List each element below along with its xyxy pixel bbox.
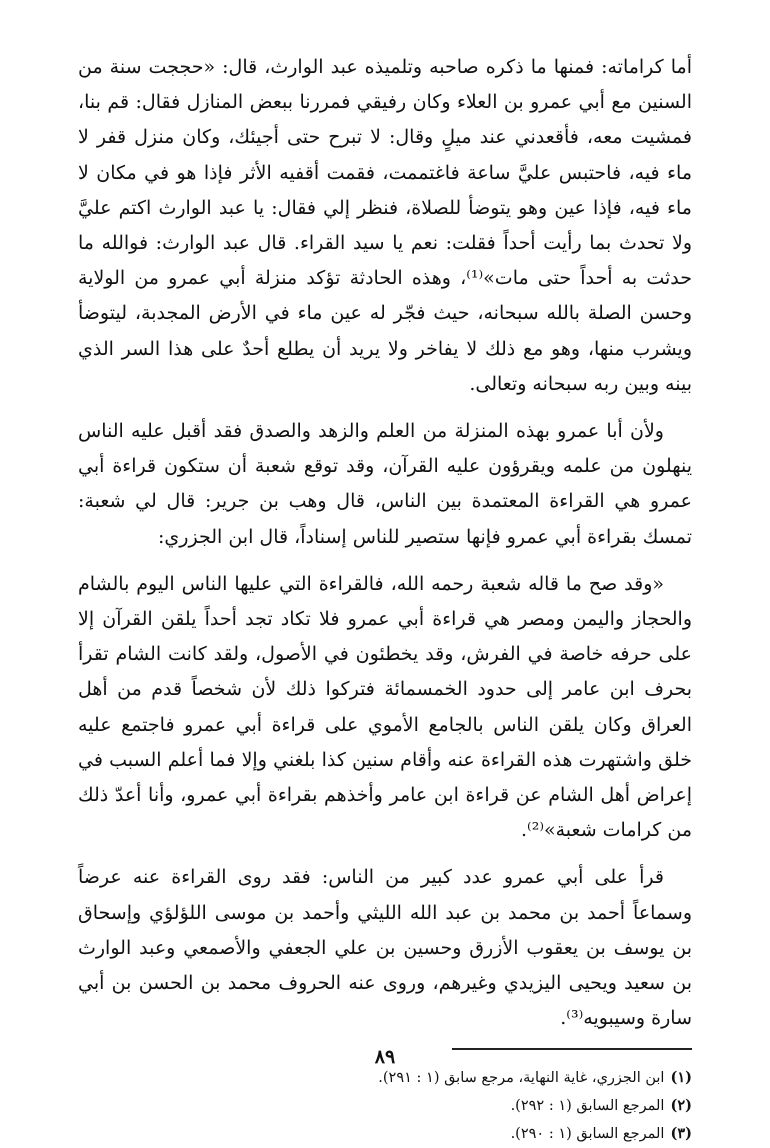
footnote-text: المرجع السابق (١ : ٢٩٠). [510, 1126, 665, 1143]
footnote-item [78, 1064, 692, 1092]
paragraph-karamat: أما كراماته: فمنها ما ذكره صاحبه وتلميذه عبد الوارث، قال: «حججت سنة من السنين مع أبي عمرو بن العلاء وكان رفيقي فمررنا ببعض المنازل فقال: قم بنا، فمشيت معه، فأقعدني عند ميلٍ وقال: لا تبرح حتى أجيئك، وكان منزل قفر لا ماء فيه، فاحتبس عليَّ ساعة فاغتممت، فقمت أقفيه الأثر فإذا هو في مكان لا ماء فيه، فإذا عين وهو يتوضأ للصلاة، فنظر إلي فقال: يا عبد الوارث اكتم عليَّ ولا تحدث بما رأيت أحداً فقلت: نعم يا سيد القراء. قال عبد الوارث: فوالله ما حدثت به أحداً حتى مات»⁽¹⁾، وهذه الحادثة تؤكد منزلة أبي عمرو من الولاية وحسن الصلة بالله سبحانه، حيث فجّر له عين ماء في الأرض المجدبة، ليتوضأ ويشرب منها، وهو مع ذلك لا يفاخر ولا يريد أن يطلع أحدٌ على هذا السر الذي بينه وبين ربه سبحانه وتعالى. [78, 56, 692, 395]
footnote-text: المرجع السابق (١ : ٢٩٢). [510, 1098, 665, 1115]
footnote-item [78, 1092, 692, 1120]
paragraph-ibn-aljazari-quote: «وقد صح ما قاله شعبة رحمه الله، فالقراءة التي عليها الناس اليوم بالشام والحجاز واليمن ومصر هي قراءة أبي عمرو فلا تكاد تجد أحداً يلقن القرآن إلا على حرفه خاصة في الفرش، وقد يخطئون في الأصول، ولقد كانت الشام تقرأ بحرف ابن عامر إلى حدود الخمسمائة فتركوا ذلك لأن شخصاً قدم من أهل العراق وكان يلقن الناس بالجامع الأموي على قراءة أبي عمرو فاجتمع عليه خلق واشتهرت هذه القراءة عنه وأقام سنين كذا بلغني وإلا فما أعلم السبب في إعراض أهل الشام عن قراءة ابن عامر وأخذهم بقراءة أبي عمرو، وأنا أعدّ ذلك من كرامات شعبة»⁽²⁾. [78, 572, 692, 842]
page-number: ٨٩ [374, 1046, 396, 1068]
paragraph-shuba: ولأن أبا عمرو بهذه المنزلة من العلم والزهد والصدق فقد أقبل عليه الناس ينهلون من علمه ويقرؤون عليه القرآن، وقد توقع شعبة أن ستكون قراءة أبي عمرو هي القراءة المعتمدة بين الناس، قال وهب بن جرير: قال لي شعبة: تمسك بقراءة أبي عمرو فإنها ستصير للناس إسناداً، قال ابن الجزري: [78, 420, 692, 548]
footnote-number: (١) [670, 1069, 692, 1087]
footnote-text: ابن الجزري، غاية النهاية، مرجع سابق (١ : ٢٩١). [378, 1070, 665, 1087]
paragraph-students: قرأ على أبي عمرو عدد كبير من الناس: فقد روى القراءة عنه عرضاً وسماعاً أحمد بن محمد بن عبد الله الليثي وأحمد بن موسى اللؤلؤي وإسحاق بن يوسف بن يعقوب الأزرق وحسين بن علي الجعفي والأصمعي وعبد الوارث بن سعيد ويحيى اليزيدي وغيرهم، وروى عنه الحروف محمد بن الحسن بن أبي سارة وسيبويه⁽³⁾. [78, 866, 692, 1030]
footnotes [78, 1064, 692, 1148]
footnote-number: (٣) [670, 1125, 692, 1143]
footnote-number: (٢) [670, 1097, 692, 1115]
footnote-item [78, 1120, 692, 1148]
